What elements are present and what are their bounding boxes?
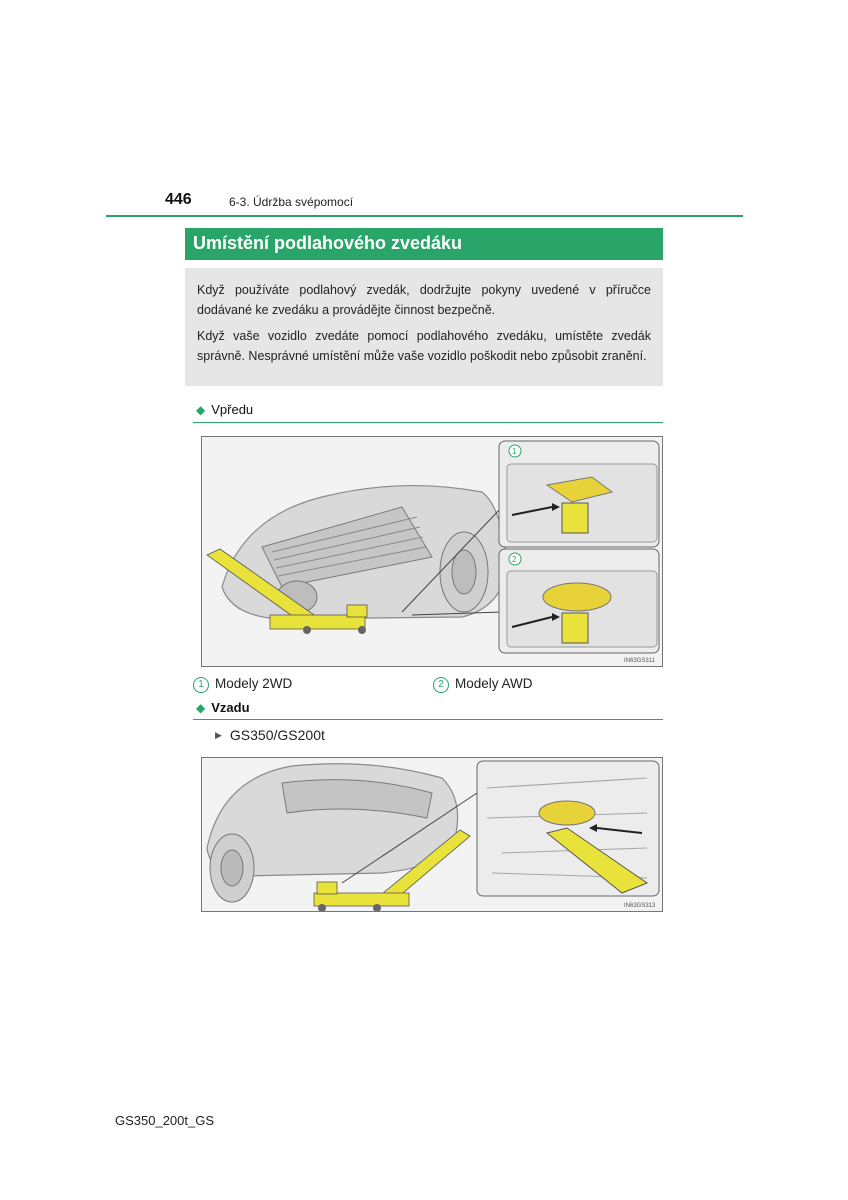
page-number: 446 <box>165 191 192 208</box>
model-label-text: GS350/GS200t <box>229 727 325 743</box>
diamond-bullet-icon: ◆ <box>196 701 206 715</box>
header-rule <box>106 215 743 217</box>
front-illustration-code: IN63GS311 <box>624 658 655 664</box>
caption-2wd-label: Modely 2WD <box>215 676 293 691</box>
caption-awd <box>433 676 533 693</box>
note-paragraph-1: Když používáte podlahový zvedák, dodržujte pokyny uvedené v příručce dodávané ke zvedáku a provádějte činnost bezpečně. <box>197 283 651 317</box>
rear-jack-illustration <box>201 757 663 912</box>
front-callout-2: 2 <box>512 555 517 564</box>
front-heading-label: Vpředu <box>211 402 254 417</box>
caption-2wd <box>193 676 292 693</box>
note-box <box>185 268 663 386</box>
section-breadcrumb: 6-3. Údržba svépomocí <box>229 195 354 209</box>
caption-awd-label: Modely AWD <box>455 676 533 691</box>
caption-number-2: 2 <box>433 677 449 693</box>
caption-number-1: 1 <box>193 677 209 693</box>
triangle-bullet-icon: ▶ <box>215 730 222 740</box>
rear-heading-label: Vzadu <box>211 700 250 715</box>
front-heading <box>196 402 253 417</box>
front-callout-1: 1 <box>512 447 517 456</box>
title-bar <box>185 228 663 260</box>
rear-heading <box>196 700 250 715</box>
footer-model-code: GS350_200t_GS <box>115 1113 215 1128</box>
model-label <box>215 727 325 743</box>
rear-heading-rule <box>193 719 663 720</box>
diamond-bullet-icon: ◆ <box>196 403 206 417</box>
page-title: Umístění podlahového zvedáku <box>193 233 463 253</box>
front-jack-illustration <box>201 436 663 667</box>
note-paragraph-2: Když vaše vozidlo zvedáte pomocí podlahového zvedáku, umístěte zvedák správně. Nesprávné umístění může vaše vozidlo poškodit nebo způsobit zranění. <box>197 329 651 363</box>
front-heading-rule <box>193 422 663 423</box>
rear-illustration-code: IN63GS313 <box>624 903 656 909</box>
